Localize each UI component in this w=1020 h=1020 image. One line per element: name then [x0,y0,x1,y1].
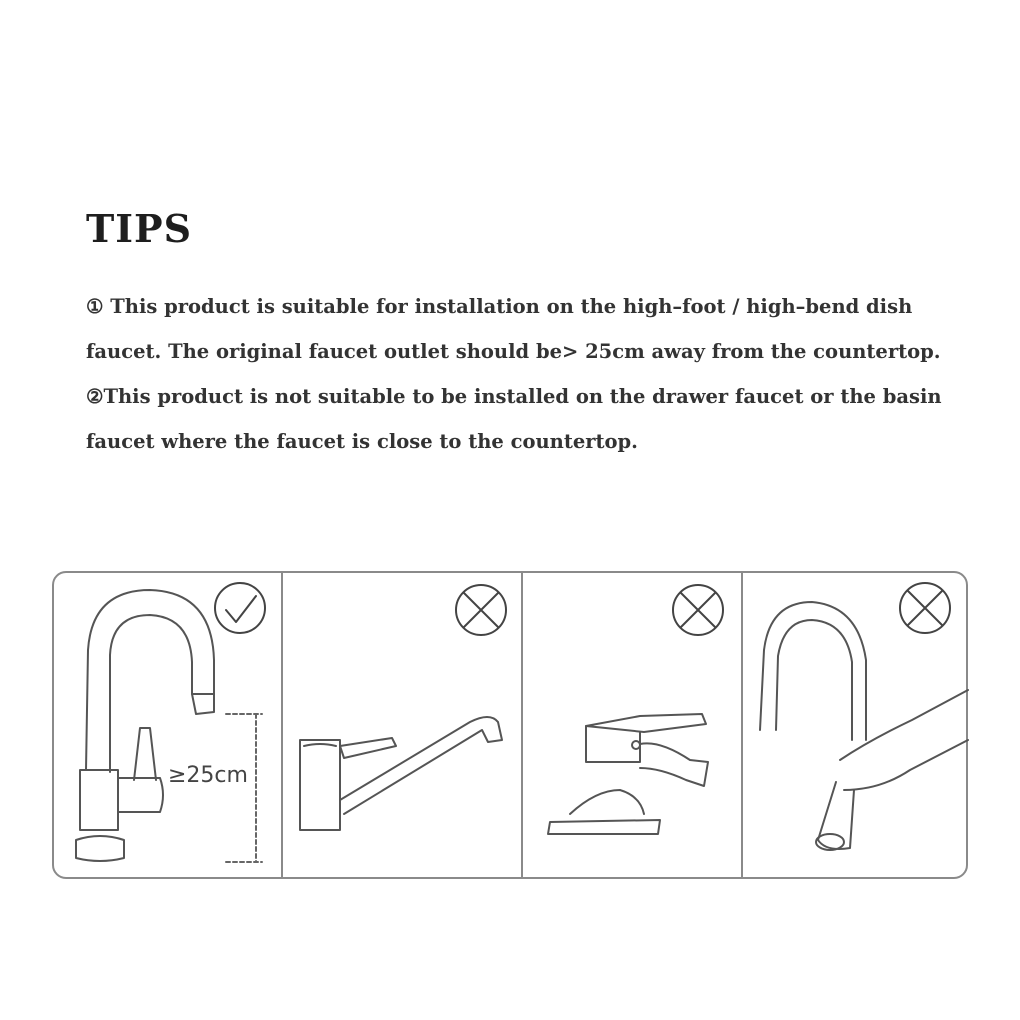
page-title: TIPS [86,206,193,251]
high-bend-faucet-illustration [76,590,262,862]
measurement-label: ≥25cm [168,763,248,788]
tip-line: faucet where the faucet is close to the countertop. [86,430,638,453]
basin-faucet-illustration [548,714,708,834]
hand-held-spray-faucet-illustration [760,602,968,850]
low-kitchen-faucet-illustration [300,717,502,830]
cross-circle-icon [673,585,723,635]
tip-line: faucet. The original faucet outlet should be> 25cm away from the countertop. [86,340,941,363]
cross-circle-icon [456,585,506,635]
cross-circle-icon [900,583,950,633]
tip-line: ① This product is suitable for installation on the high–foot / high–bend dish [86,295,913,318]
check-icon [215,583,265,633]
tip-line: ②This product is not suitable to be installed on the drawer faucet or the basin [86,385,942,408]
